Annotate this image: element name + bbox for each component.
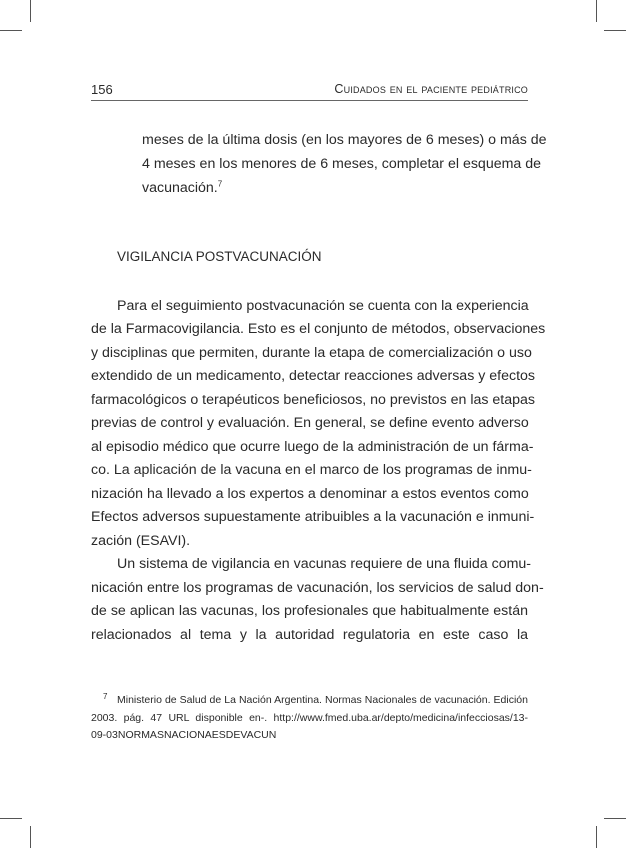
footnote-reference: 7 (217, 179, 223, 189)
paragraph1-line: al episodio médico que ocurre luego de la administración de un fárma- (91, 439, 534, 455)
page-header (91, 82, 528, 100)
paragraph1-line: previas de control y evaluación. En general, se define evento adverso (91, 415, 529, 431)
footnote-line: 7 Ministerio de Salud de La Nación Argentina. Normas Nacionales de vacunación. Edición (103, 692, 528, 706)
paragraph1-line: Efectos adversos supuestamente atribuibles a la vacunación e inmuni- (91, 509, 535, 525)
footnote-line: 2003. pág. 47 URL disponible en-. http://www.fmed.uba.ar/depto/medicina/infecciosas/13- (91, 712, 528, 724)
crop-mark (596, 0, 597, 22)
paragraph1-line: nización ha llevado a los expertos a denominar a estos eventos como (91, 486, 529, 502)
header-rule (91, 100, 528, 101)
paragraph2-line: de se aplican las vacunas, los profesionales que habitualmente están (91, 603, 528, 619)
paragraph2-line: relacionados al tema y la autoridad regulatoria en este caso la (91, 627, 528, 643)
continuation-line: 4 meses en los menores de 6 meses, completar el esquema de (142, 156, 542, 172)
crop-mark (30, 0, 31, 22)
paragraph1-line: de la Farmacovigilancia. Esto es el conjunto de métodos, observaciones (91, 321, 546, 337)
paragraph1-line: farmacológicos o terapéuticos beneficiosos, no previstos en las etapas (91, 392, 536, 408)
crop-mark (596, 826, 597, 848)
footnote-line: 09-03NORMASNACIONAESDEVACUN (91, 729, 277, 741)
paragraph1-line: Para el seguimiento postvacunación se cuenta con la experiencia (117, 298, 529, 314)
section-heading: VIGILANCIA POSTVACUNACIÓN (117, 249, 322, 264)
paragraph1-line: zación (ESAVI). (91, 533, 191, 549)
crop-mark (604, 30, 626, 31)
crop-mark (0, 30, 22, 31)
paragraph1-line: y disciplinas que permiten, durante la etapa de comercialización o uso (91, 345, 532, 361)
continuation-text: vacunación. (142, 180, 218, 196)
footnote-text: Ministerio de Salud de La Nación Argentina. Normas Nacionales de vacunación. Edición (117, 694, 528, 706)
continuation-line-last (142, 179, 528, 197)
running-title: Cuidados en el paciente pediátrico (334, 82, 528, 96)
paragraph1-line: co. La aplicación de la vacuna en el marco de los programas de inmu- (91, 462, 532, 478)
continuation-line: meses de la última dosis (en los mayores de 6 meses) o más de (142, 132, 547, 148)
paragraph1-line: extendido de un medicamento, detectar reacciones adversas y efectos (91, 368, 536, 384)
crop-mark (0, 818, 22, 819)
paragraph2-line: Un sistema de vigilancia en vacunas requiere de una fluida comu- (117, 556, 532, 572)
paragraph2-line: nicación entre los programas de vacunación, los servicios de salud don- (91, 580, 544, 596)
crop-mark (30, 826, 31, 848)
page-number: 156 (91, 82, 113, 97)
crop-mark (604, 818, 626, 819)
